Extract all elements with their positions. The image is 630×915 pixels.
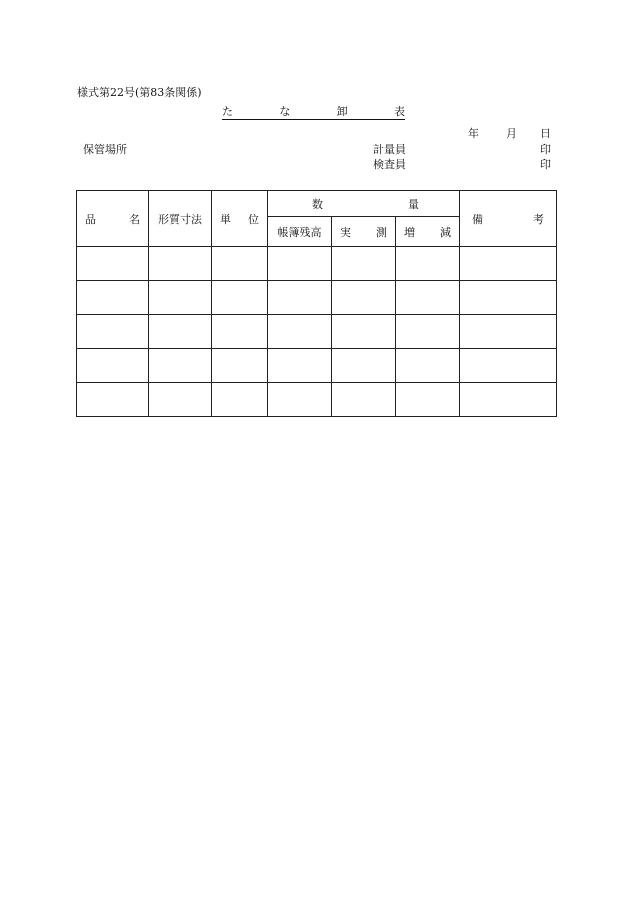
page-title	[222, 105, 405, 120]
table-row	[77, 247, 557, 281]
measurer-label: 計量員	[373, 143, 406, 156]
header-remarks: 備 考	[460, 191, 557, 247]
inventory-table	[76, 190, 557, 417]
cell-book-balance[interactable]	[268, 383, 332, 417]
cell-book-balance[interactable]	[268, 349, 332, 383]
cell-actual[interactable]	[332, 383, 396, 417]
header-book-balance: 帳簿残高	[268, 217, 332, 247]
measurer-seal-label: 印	[540, 143, 551, 156]
title-char: た	[222, 105, 233, 118]
cell-book-balance[interactable]	[268, 247, 332, 281]
cell-book-balance[interactable]	[268, 281, 332, 315]
cell-actual[interactable]	[332, 315, 396, 349]
date-month-label: 月	[506, 127, 517, 140]
title-char: 卸	[336, 105, 348, 118]
title-char: な	[279, 105, 291, 118]
title-char: 表	[393, 105, 405, 118]
header-change: 増 減	[396, 217, 460, 247]
cell-spec[interactable]	[149, 315, 212, 349]
cell-remarks[interactable]	[460, 247, 557, 281]
cell-spec[interactable]	[149, 349, 212, 383]
cell-unit[interactable]	[212, 315, 268, 349]
cell-change[interactable]	[396, 349, 460, 383]
inspector-seal-label: 印	[540, 158, 551, 171]
cell-remarks[interactable]	[460, 281, 557, 315]
date-year-label: 年	[468, 127, 479, 140]
cell-remarks[interactable]	[460, 383, 557, 417]
cell-actual[interactable]	[332, 349, 396, 383]
cell-unit[interactable]	[212, 349, 268, 383]
cell-book-balance[interactable]	[268, 315, 332, 349]
cell-actual[interactable]	[332, 281, 396, 315]
inspector-label: 検査員	[373, 158, 406, 171]
header-unit: 単 位	[212, 191, 268, 247]
cell-item-name[interactable]	[77, 349, 149, 383]
cell-unit[interactable]	[212, 247, 268, 281]
cell-remarks[interactable]	[460, 349, 557, 383]
table-row	[77, 383, 557, 417]
cell-change[interactable]	[396, 383, 460, 417]
table-header-row	[77, 191, 557, 217]
header-item-name: 品 名	[77, 191, 149, 247]
cell-change[interactable]	[396, 315, 460, 349]
cell-spec[interactable]	[149, 247, 212, 281]
header-actual: 実 測	[332, 217, 396, 247]
cell-change[interactable]	[396, 247, 460, 281]
header-spec: 形質寸法	[149, 191, 212, 247]
cell-unit[interactable]	[212, 281, 268, 315]
cell-actual[interactable]	[332, 247, 396, 281]
table-row	[77, 281, 557, 315]
cell-unit[interactable]	[212, 383, 268, 417]
cell-remarks[interactable]	[460, 315, 557, 349]
storage-location-label: 保管場所	[83, 143, 127, 156]
cell-change[interactable]	[396, 281, 460, 315]
cell-spec[interactable]	[149, 383, 212, 417]
header-quantity: 数 量	[268, 191, 460, 217]
date-day-label: 日	[540, 127, 551, 140]
cell-item-name[interactable]	[77, 383, 149, 417]
cell-item-name[interactable]	[77, 247, 149, 281]
cell-item-name[interactable]	[77, 281, 149, 315]
cell-spec[interactable]	[149, 281, 212, 315]
table-row	[77, 349, 557, 383]
form-number: 様式第22号(第83条関係)	[77, 86, 202, 99]
table-row	[77, 315, 557, 349]
cell-item-name[interactable]	[77, 315, 149, 349]
